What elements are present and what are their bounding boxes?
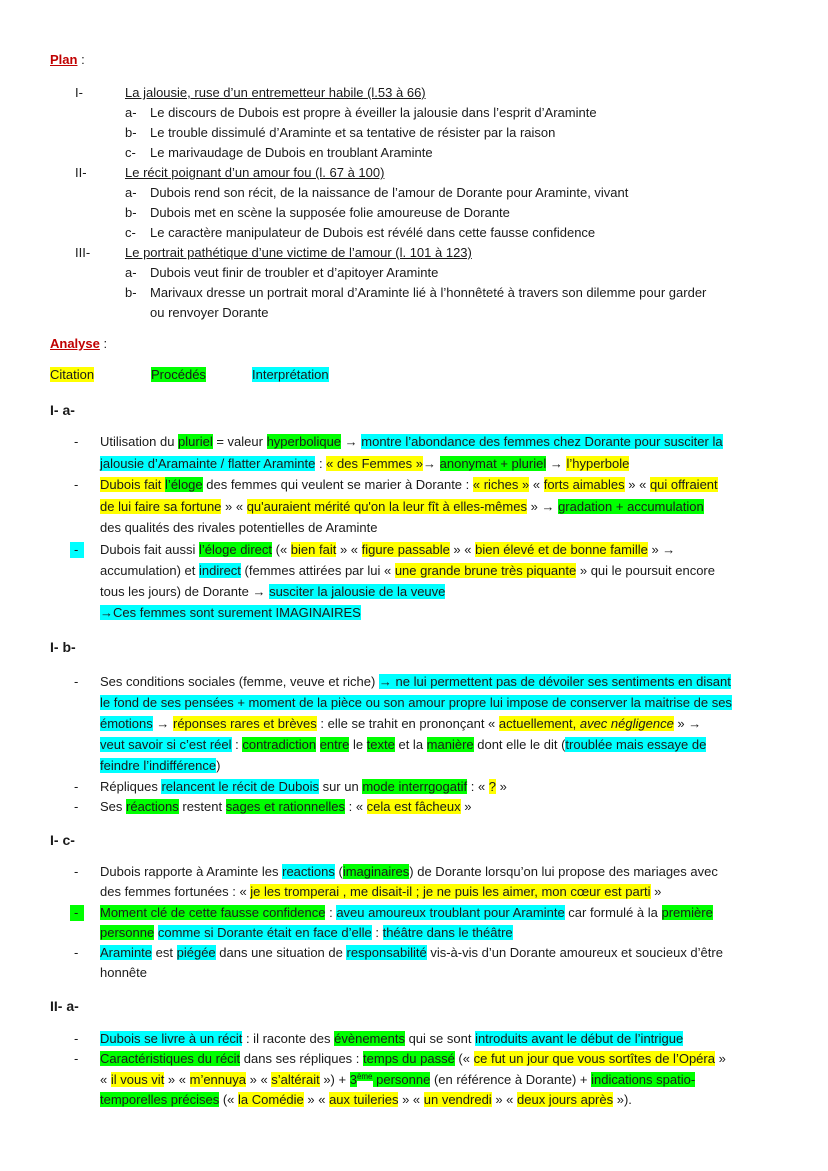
part-heading-3: I- c- [50, 832, 75, 848]
plan-subitem-letter: c- [125, 225, 136, 240]
analysis-line [100, 797, 471, 817]
highlighted-text: anonymat + pluriel [439, 456, 547, 471]
highlighted-text: → ne lui permettent pas de dévoiler ses sentiments en disant [378, 674, 731, 689]
highlighted-text: figure passable [361, 542, 450, 557]
plan-subitem-text: Dubois veut finir de troubler et d’apitoyer Araminte [150, 265, 439, 280]
plan-subitem-letter: c- [125, 145, 136, 160]
text-run: Dubois rapporte à Araminte les [100, 864, 283, 879]
text-run: → [152, 716, 173, 731]
text-run: ) [216, 758, 221, 773]
bullet-dash: - [74, 477, 79, 492]
text-run: » [714, 1051, 726, 1066]
highlighted-text: texte [366, 737, 395, 752]
highlighted-text: réactions [126, 799, 179, 814]
highlighted-text: m’ennuya [189, 1072, 246, 1087]
text-run: sur un [318, 779, 363, 794]
text-run: est [152, 945, 177, 960]
analysis-line [100, 561, 715, 581]
plan-subitem-text: Le marivaudage de Dubois en troublant Araminte [150, 145, 433, 160]
text-run: » [650, 884, 662, 899]
part-heading-1: I- a- [50, 402, 75, 418]
highlighted-text: temps du passé [363, 1051, 455, 1066]
highlighted-text: Caractéristiques du récit [100, 1051, 241, 1066]
highlighted-text: l’éloge [165, 477, 203, 492]
analysis-line [100, 603, 361, 623]
text-run: (« [272, 542, 291, 557]
highlighted-text: mode interrgogatif [362, 779, 468, 794]
text-run: le [349, 737, 367, 752]
analysis-line [100, 1070, 695, 1090]
highlighted-text: actuellement, [498, 716, 580, 731]
highlighted-text: veut savoir si c’est réel [100, 737, 232, 752]
plan-subitem-letter: a- [125, 265, 137, 280]
highlighted-text: émotions [100, 716, 153, 731]
text-run: → [546, 456, 567, 471]
highlighted-text: je les tromperai , me disait-il ; je ne puis les aimer, mon cœur est parti [250, 884, 651, 899]
highlighted-text: aveu amoureux troublant pour Araminte [336, 905, 565, 920]
text-run: » qui le poursuit encore [576, 563, 715, 578]
plan-subitem-letter: a- [125, 105, 137, 120]
highlighted-text: responsabilité [346, 945, 427, 960]
text-run: qui se sont [404, 1031, 476, 1046]
text-run: » « [303, 1092, 330, 1107]
text-run: : il raconte des [242, 1031, 335, 1046]
plan-subitem-letter: b- [125, 285, 137, 300]
highlighted-text: feindre l’indifférence [100, 758, 217, 773]
text-run: » [460, 799, 472, 814]
plan-section-title: Le récit poignant d’un amour fou (l. 67 à 100) [125, 165, 385, 180]
text-run: = valeur [212, 434, 267, 449]
text-run: dont elle le dit ( [473, 737, 566, 752]
text-run: des qualités des rivales potentielles de Araminte [100, 520, 378, 535]
highlighted-text: évènements [334, 1031, 405, 1046]
text-run: vis-à-vis d’un Dorante amoureux et soucieux d’être [426, 945, 723, 960]
highlighted-text: troublée mais essaye de [565, 737, 707, 752]
text-run: « [100, 1072, 111, 1087]
text-run: honnête [100, 965, 147, 980]
text-run: » « [221, 499, 247, 514]
analysis-line [100, 693, 732, 713]
plan-subitem-letter: a- [125, 185, 137, 200]
plan-subitem [125, 203, 510, 223]
text-run: → [423, 456, 440, 471]
text-run: : elle se trahit en prononçant « [316, 716, 499, 731]
plan-section-3 [75, 243, 472, 263]
text-run: » « [164, 1072, 190, 1087]
highlighted-text: Moment clé de cette fausse confidence [100, 905, 326, 920]
plan-subitem-text: Dubois met en scène la supposée folie amoureuse de Dorante [150, 205, 510, 220]
text-run: dans ses répliques : [240, 1051, 364, 1066]
plan-section-title: La jalousie, ruse d’un entremetteur habile (l.53 à 66) [125, 85, 426, 100]
plan-subitem-continuation: ou renvoyer Dorante [150, 305, 269, 320]
highlighted-text: personne [100, 925, 155, 940]
highlighted-text: ce fut un jour que vous sortîtes de l’Opéra [473, 1051, 715, 1066]
analysis-line [100, 432, 723, 452]
plan-section-number: I- [75, 85, 83, 100]
analysis-line [100, 518, 378, 538]
text-run: (en référence à Dorante) + [430, 1072, 592, 1087]
text-run: » « [449, 542, 476, 557]
highlighted-text: →Ces femmes sont surement IMAGINAIRES [100, 605, 361, 620]
highlighted-text: il vous vit [110, 1072, 165, 1087]
highlighted-text: sages et rationnelles [225, 799, 345, 814]
text-run: » [496, 779, 507, 794]
text-run: → [341, 434, 362, 449]
analysis-line [100, 903, 713, 923]
highlighted-text: piégée [176, 945, 216, 960]
highlighted-text: la Comédie [238, 1092, 304, 1107]
text-run: ) de Dorante lorsqu’on lui propose des mariages avec [409, 864, 718, 879]
highlighted-text: jalousie d’Aramainte / flatter Araminte [100, 456, 316, 471]
highlighted-text: « riches » [472, 477, 530, 492]
plan-label: Plan [50, 52, 78, 67]
analysis-line [100, 943, 723, 963]
text-run: ») + [319, 1072, 350, 1087]
legend-interpretation: Interprétation [252, 367, 329, 382]
text-run: : « [467, 779, 489, 794]
highlighted-text: susciter la jalousie de la veuve [269, 584, 446, 599]
plan-colon: : [77, 52, 85, 67]
highlighted-text: de lui faire sa fortune [100, 499, 222, 514]
text-run: restent [178, 799, 226, 814]
bullet-dash: - [74, 542, 79, 557]
plan-subitem [125, 263, 438, 283]
highlighted-text: introduits avant le début de l’intrigue [475, 1031, 684, 1046]
analysis-line [100, 756, 220, 776]
highlighted-text: comme si Dorante était en face d’elle [157, 925, 372, 940]
plan-subitem [125, 143, 433, 163]
highlighted-text: cela est fâcheux [366, 799, 461, 814]
analysis-line [100, 582, 445, 602]
text-run: : [315, 456, 327, 471]
plan-section-2 [75, 163, 384, 183]
analysis-line [100, 923, 513, 943]
text-run: et la [394, 737, 427, 752]
highlighted-text: qui offraient [649, 477, 718, 492]
highlighted-text: bien élevé et de bonne famille [475, 542, 648, 557]
highlighted-text: hyperbolique [266, 434, 342, 449]
text-run: » « [398, 1092, 424, 1107]
highlighted-text: théâtre dans le théâtre [382, 925, 513, 940]
plan-subitem [125, 123, 555, 143]
bullet-dash: - [74, 945, 79, 960]
highlighted-text: ème [356, 1071, 373, 1081]
text-run: » « [336, 542, 362, 557]
highlighted-text: relancent le récit de Dubois [161, 779, 319, 794]
text-run: » → [526, 499, 559, 514]
analysis-line [100, 882, 661, 902]
plan-subitem [125, 103, 597, 123]
highlighted-text: temporelles précises [100, 1092, 220, 1107]
highlighted-text: réponses rares et brèves [172, 716, 317, 731]
analyse-label: Analyse [50, 336, 100, 351]
analysis-line [100, 714, 701, 734]
legend-procedes: Procédés [151, 367, 206, 382]
highlighted-text: première [661, 905, 713, 920]
highlighted-text: le fond de ses pensées + moment de la pièce ou son amour propre lui impose de conserver la maitrise de ses [100, 695, 732, 710]
bullet-dash: - [74, 905, 79, 920]
analysis-line [100, 1029, 683, 1049]
plan-subitem [125, 183, 628, 203]
text-run: « [529, 477, 544, 492]
highlighted-text: personne [372, 1072, 431, 1087]
text-run: »). [613, 1092, 632, 1107]
highlighted-text: reactions [282, 864, 335, 879]
plan-section-title: Le portrait pathétique d’une victime de l’amour (l. 101 à 123) [125, 245, 472, 260]
plan-subitem-text: Dubois rend son récit, de la naissance de l’amour de Dorante pour Araminte, vivant [150, 185, 629, 200]
text-run: : [325, 905, 337, 920]
highlighted-text: aux tuileries [329, 1092, 399, 1107]
highlighted-text: imaginaires [342, 864, 410, 879]
analysis-line [100, 1049, 726, 1069]
highlighted-text: l’hyperbole [566, 456, 630, 471]
analysis-line [100, 735, 706, 755]
highlighted-text: Dubois se livre à un récit [100, 1031, 243, 1046]
analyse-colon: : [99, 336, 108, 351]
highlighted-text: pluriel [178, 434, 213, 449]
bullet-dash: - [74, 799, 79, 814]
bullet-dash: - [74, 674, 79, 689]
highlighted-text: contradiction [242, 737, 317, 752]
highlighted-text: manière [426, 737, 474, 752]
text-run: : [231, 737, 243, 752]
highlighted-text: gradation + accumulation [558, 499, 704, 514]
analysis-line [100, 672, 731, 692]
plan-subitem-letter: b- [125, 205, 137, 220]
text-run: Dubois fait aussi [100, 542, 199, 557]
analyse-heading [50, 336, 107, 351]
text-run: Ses conditions sociales (femme, veuve et riche) [100, 674, 379, 689]
plan-subitem-text: Le discours de Dubois est propre à éveiller la jalousie dans l’esprit d’Araminte [150, 105, 597, 120]
plan-section-number: III- [75, 245, 91, 260]
highlighted-text: indirect [199, 563, 241, 578]
plan-section-number: II- [75, 165, 87, 180]
plan-subitem-letter: b- [125, 125, 137, 140]
text-run: Ses [100, 799, 127, 814]
bullet-dash: - [74, 864, 79, 879]
highlighted-text: ? [488, 779, 497, 794]
analysis-line [100, 454, 629, 474]
plan-section-1 [75, 83, 426, 103]
plan-heading [50, 52, 85, 67]
text-run: Répliques [100, 779, 162, 794]
highlighted-text: 3 [349, 1072, 357, 1087]
text-run: dans une situation de [215, 945, 347, 960]
part-heading-2: I- b- [50, 639, 76, 655]
plan-subitem-text: Le caractère manipulateur de Dubois est révélé dans cette fausse confidence [150, 225, 596, 240]
text-run: tous les jours) de Dorante → [100, 584, 270, 599]
highlighted-text: une grande brune très piquante [394, 563, 577, 578]
legend-citation: Citation [50, 367, 95, 382]
highlighted-text: entre [319, 737, 350, 752]
analysis-line [100, 497, 704, 517]
text-run: car formulé à la [564, 905, 662, 920]
analysis-line [100, 475, 718, 495]
text-run: (femmes attirées par lui « [240, 563, 395, 578]
bullet-dash: - [74, 434, 79, 449]
text-run: (« [454, 1051, 474, 1066]
analysis-line [100, 777, 507, 797]
text-run: accumulation) et [100, 563, 199, 578]
text-run: : « [344, 799, 367, 814]
text-run: » « [624, 477, 650, 492]
highlighted-text: avec négligence [579, 716, 674, 731]
highlighted-text: un vendredi [423, 1092, 492, 1107]
text-run: » « [491, 1092, 517, 1107]
highlighted-text: deux jours après [517, 1092, 614, 1107]
analysis-line [100, 963, 147, 983]
highlighted-text: s’altérait [271, 1072, 320, 1087]
plan-subitem [125, 223, 595, 243]
highlighted-text: forts aimables [543, 477, 625, 492]
text-run: : [371, 925, 383, 940]
highlighted-text: Araminte [100, 945, 153, 960]
bullet-dash: - [74, 1031, 79, 1046]
text-run: ( [334, 864, 343, 879]
text-run: des femmes qui veulent se marier à Dorante : [202, 477, 473, 492]
highlighted-text: Dubois fait [100, 477, 166, 492]
plan-subitem-text: Le trouble dissimulé d’Araminte et sa tentative de résister par la raison [150, 125, 556, 140]
bullet-dash: - [74, 779, 79, 794]
text-run: des femmes fortunées : « [100, 884, 251, 899]
highlighted-text: qu'auraient mérité qu'on la leur fît à elles-mêmes [246, 499, 527, 514]
bullet-dash: - [74, 1051, 79, 1066]
text-run: Utilisation du [100, 434, 179, 449]
highlighted-text: bien fait [290, 542, 337, 557]
plan-subitem-text: Marivaux dresse un portrait moral d’Araminte lié à l’honnêteté à travers son dilemme pour garder [150, 285, 707, 300]
plan-subitem [125, 283, 706, 303]
highlighted-text: montre l’abondance des femmes chez Dorante pour susciter la [361, 434, 723, 449]
highlighted-text: « des Femmes » [326, 456, 423, 471]
text-run: » → [673, 716, 702, 731]
analysis-line [100, 1090, 632, 1110]
highlighted-text: l’éloge direct [199, 542, 272, 557]
text-run: (« [219, 1092, 239, 1107]
highlighted-text: indications spatio- [591, 1072, 696, 1087]
analysis-line [100, 862, 718, 882]
analysis-line [100, 540, 675, 560]
text-run: » « [245, 1072, 272, 1087]
part-heading-4: II- a- [50, 998, 79, 1014]
text-run: » → [647, 542, 676, 557]
